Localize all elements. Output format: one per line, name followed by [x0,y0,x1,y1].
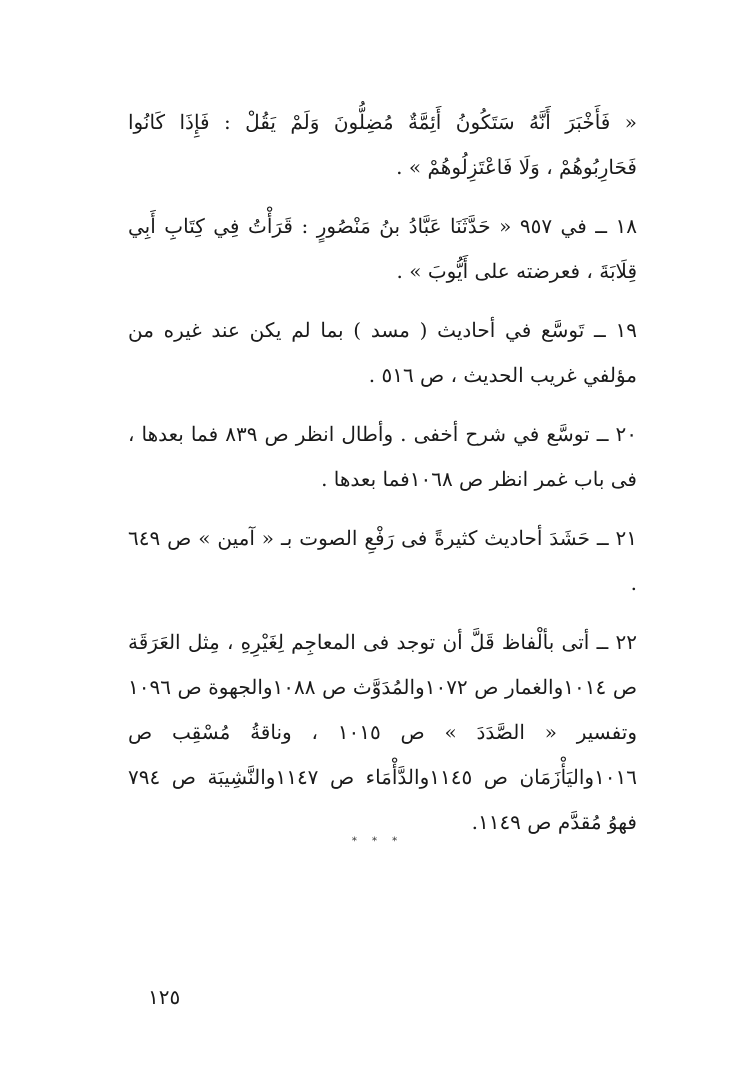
paragraph-item-18: ١٨ ــ في ٩٥٧ « حَدَّثَنَا عَبَّادُ بنُ مَنْصُورٍ : قَرَأْتُ فِي كِتَابِ أَبِي قِلَابَةَ ، فعرضته على أَيُّوبَ » . [128,214,637,283]
paragraph-gap [128,606,637,620]
paragraph-gap [128,190,637,204]
paragraph-gap [128,502,637,516]
paragraph-gap [128,398,637,412]
page-number: ١٢٥ [148,985,181,1009]
paragraph-item-20: ٢٠ ــ توسَّع في شرح أخفى . وأطال انظر ص ٨٣٩ فما بعدها ، فى باب غمر انظر ص ١٠٦٨فما بعدها . [128,422,637,491]
paragraph-item-21: ٢١ ــ حَشَدَ أحاديث كثيرةً فى رَفْعِ الصوت بـ « آمين » ص ٦٤٩ . [128,526,637,595]
paragraph-gap [128,294,637,308]
paragraph-item-22: ٢٢ ــ أتى بألْفاظ قَلَّ أن توجد فى المعاجِم لِغَيْرِهِ ، مِثل العَرَقَة ص ١٠١٤والغمار ص ١٠٧٢والمُدَوَّث ص ١٠٨٨والجهوة ص ١٠٩٦ وتفسير « الصَّدَدَ » ص ١٠١٥ ، وناقةُ مُسْقِب ص ١٠١٦واليَأْزَمَان ص ١١٤٥والدَّأْمَاء ص ١١٤٧والنَّشِيبَة ص ٧٩٤ فهوُ مُقدَّم ص ١١٤٩. [128,630,638,834]
paragraph-quote: « فَأَخْبَرَ أَنَّهُ سَتَكُونُ أَئِمَّةٌ مُضِلُّونَ وَلَمْ يَقُلْ : فَإِذَا كَانُوا فَحَارِبُوهُمْ ، وَلَا فَاعْتَزِلُوهُمْ » . [128,110,637,179]
body-text [128,100,637,845]
section-divider: * * * [351,836,404,847]
paragraph-item-19: ١٩ ــ تَوسَّع في أحاديث ( مسد ) بما لم يكن عند غيره من مؤلفي غريب الحديث ، ص ٥١٦ . [128,318,637,387]
